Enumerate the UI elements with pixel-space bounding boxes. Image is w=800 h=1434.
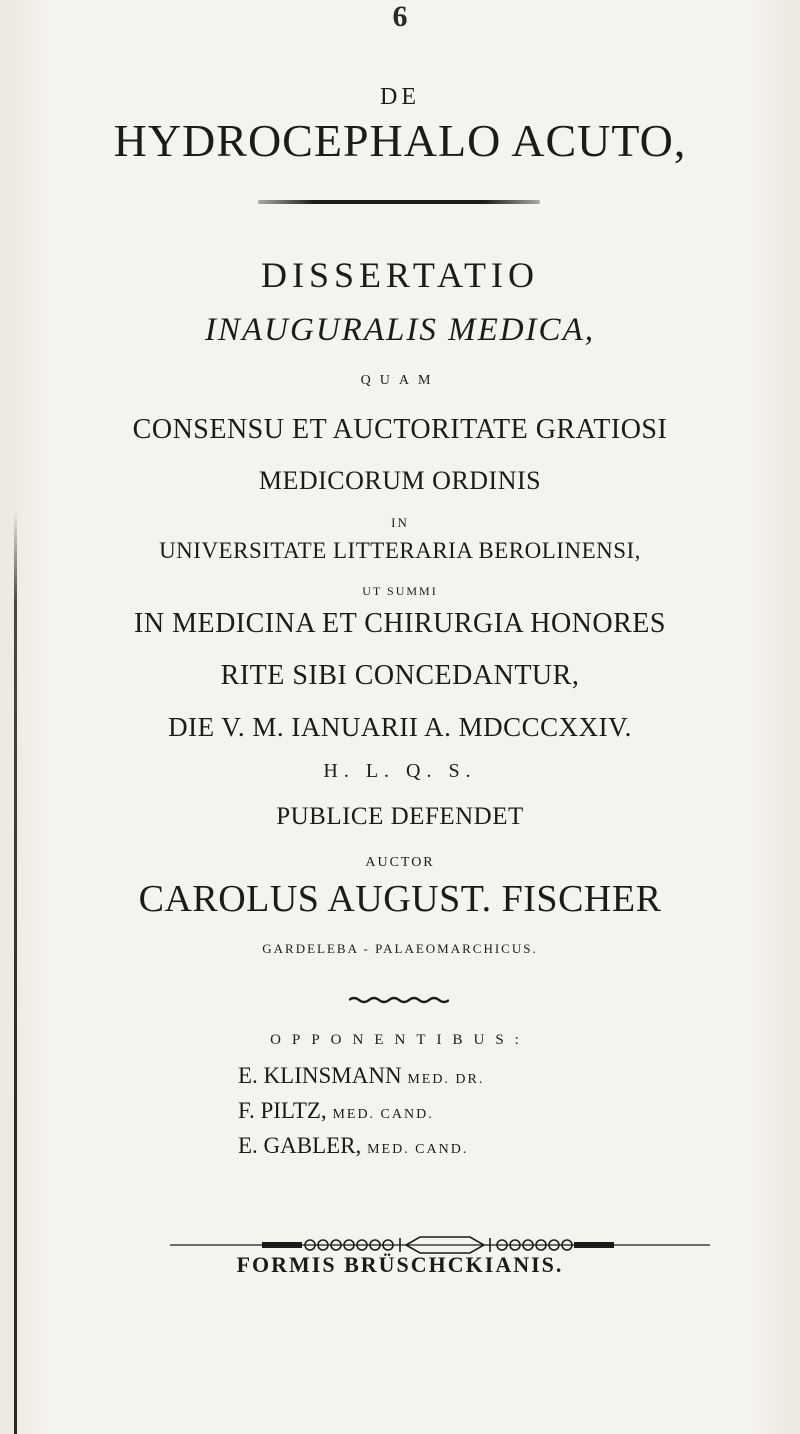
title-rule [258,200,540,204]
list-item [238,1098,484,1133]
opponent-name: F. PILTZ, [238,1098,327,1123]
publice-line: PUBLICE DEFENDET [276,803,524,830]
author-name: CAROLUS AUGUST. FISCHER [138,878,662,920]
medicina-line: IN MEDICINA ET CHIRURGIA HONORES [134,608,666,639]
quam-line: QUAM [360,373,440,388]
ut-summi-line: UT SUMMI [362,584,438,598]
binding-edge [14,510,17,1434]
work-subtype: INAUGURALIS MEDICA, [205,312,595,348]
consensu-line: CONSENSU ET AUCTORITATE GRATIOSI [132,414,668,445]
in-line: IN [391,515,409,530]
hlqs-line: H. L. Q. S. [323,760,477,782]
opponent-name: E. GABLER, [238,1133,362,1158]
opponent-degree: MED. CAND. [367,1142,469,1157]
opponent-degree: MED. DR. [407,1072,485,1087]
opponents-list [238,1063,484,1168]
date-line: DIE V. M. IANUARII A. MDCCCXXIV. [168,712,632,742]
printer-line: FORMIS BRÜSCHCKIANIS. [236,1252,564,1277]
opponent-degree: MED. CAND. [332,1107,434,1122]
list-item [238,1063,484,1098]
auctor-label: AUCTOR [365,855,435,870]
medicorum-line: MEDICORUM ORDINIS [258,466,542,495]
wavy-rule [349,995,449,1005]
page-title: HYDROCEPHALO ACUTO, [113,115,687,166]
preposition-de: DE [380,84,420,110]
opponentibus-label: OPPONENTIBUS: [270,1032,530,1048]
university-line: UNIVERSITATE LITTERARIA BEROLINENSI, [159,538,641,563]
author-origin: GARDELEBA - PALAEOMARCHICUS. [262,941,538,956]
work-type: DISSERTATIO [261,255,539,295]
opponent-name: E. KLINSMANN [238,1063,402,1088]
signature-mark: 6 [392,0,408,33]
list-item [238,1133,484,1168]
rite-line: RITE SIBI CONCEDANTUR, [220,660,580,691]
